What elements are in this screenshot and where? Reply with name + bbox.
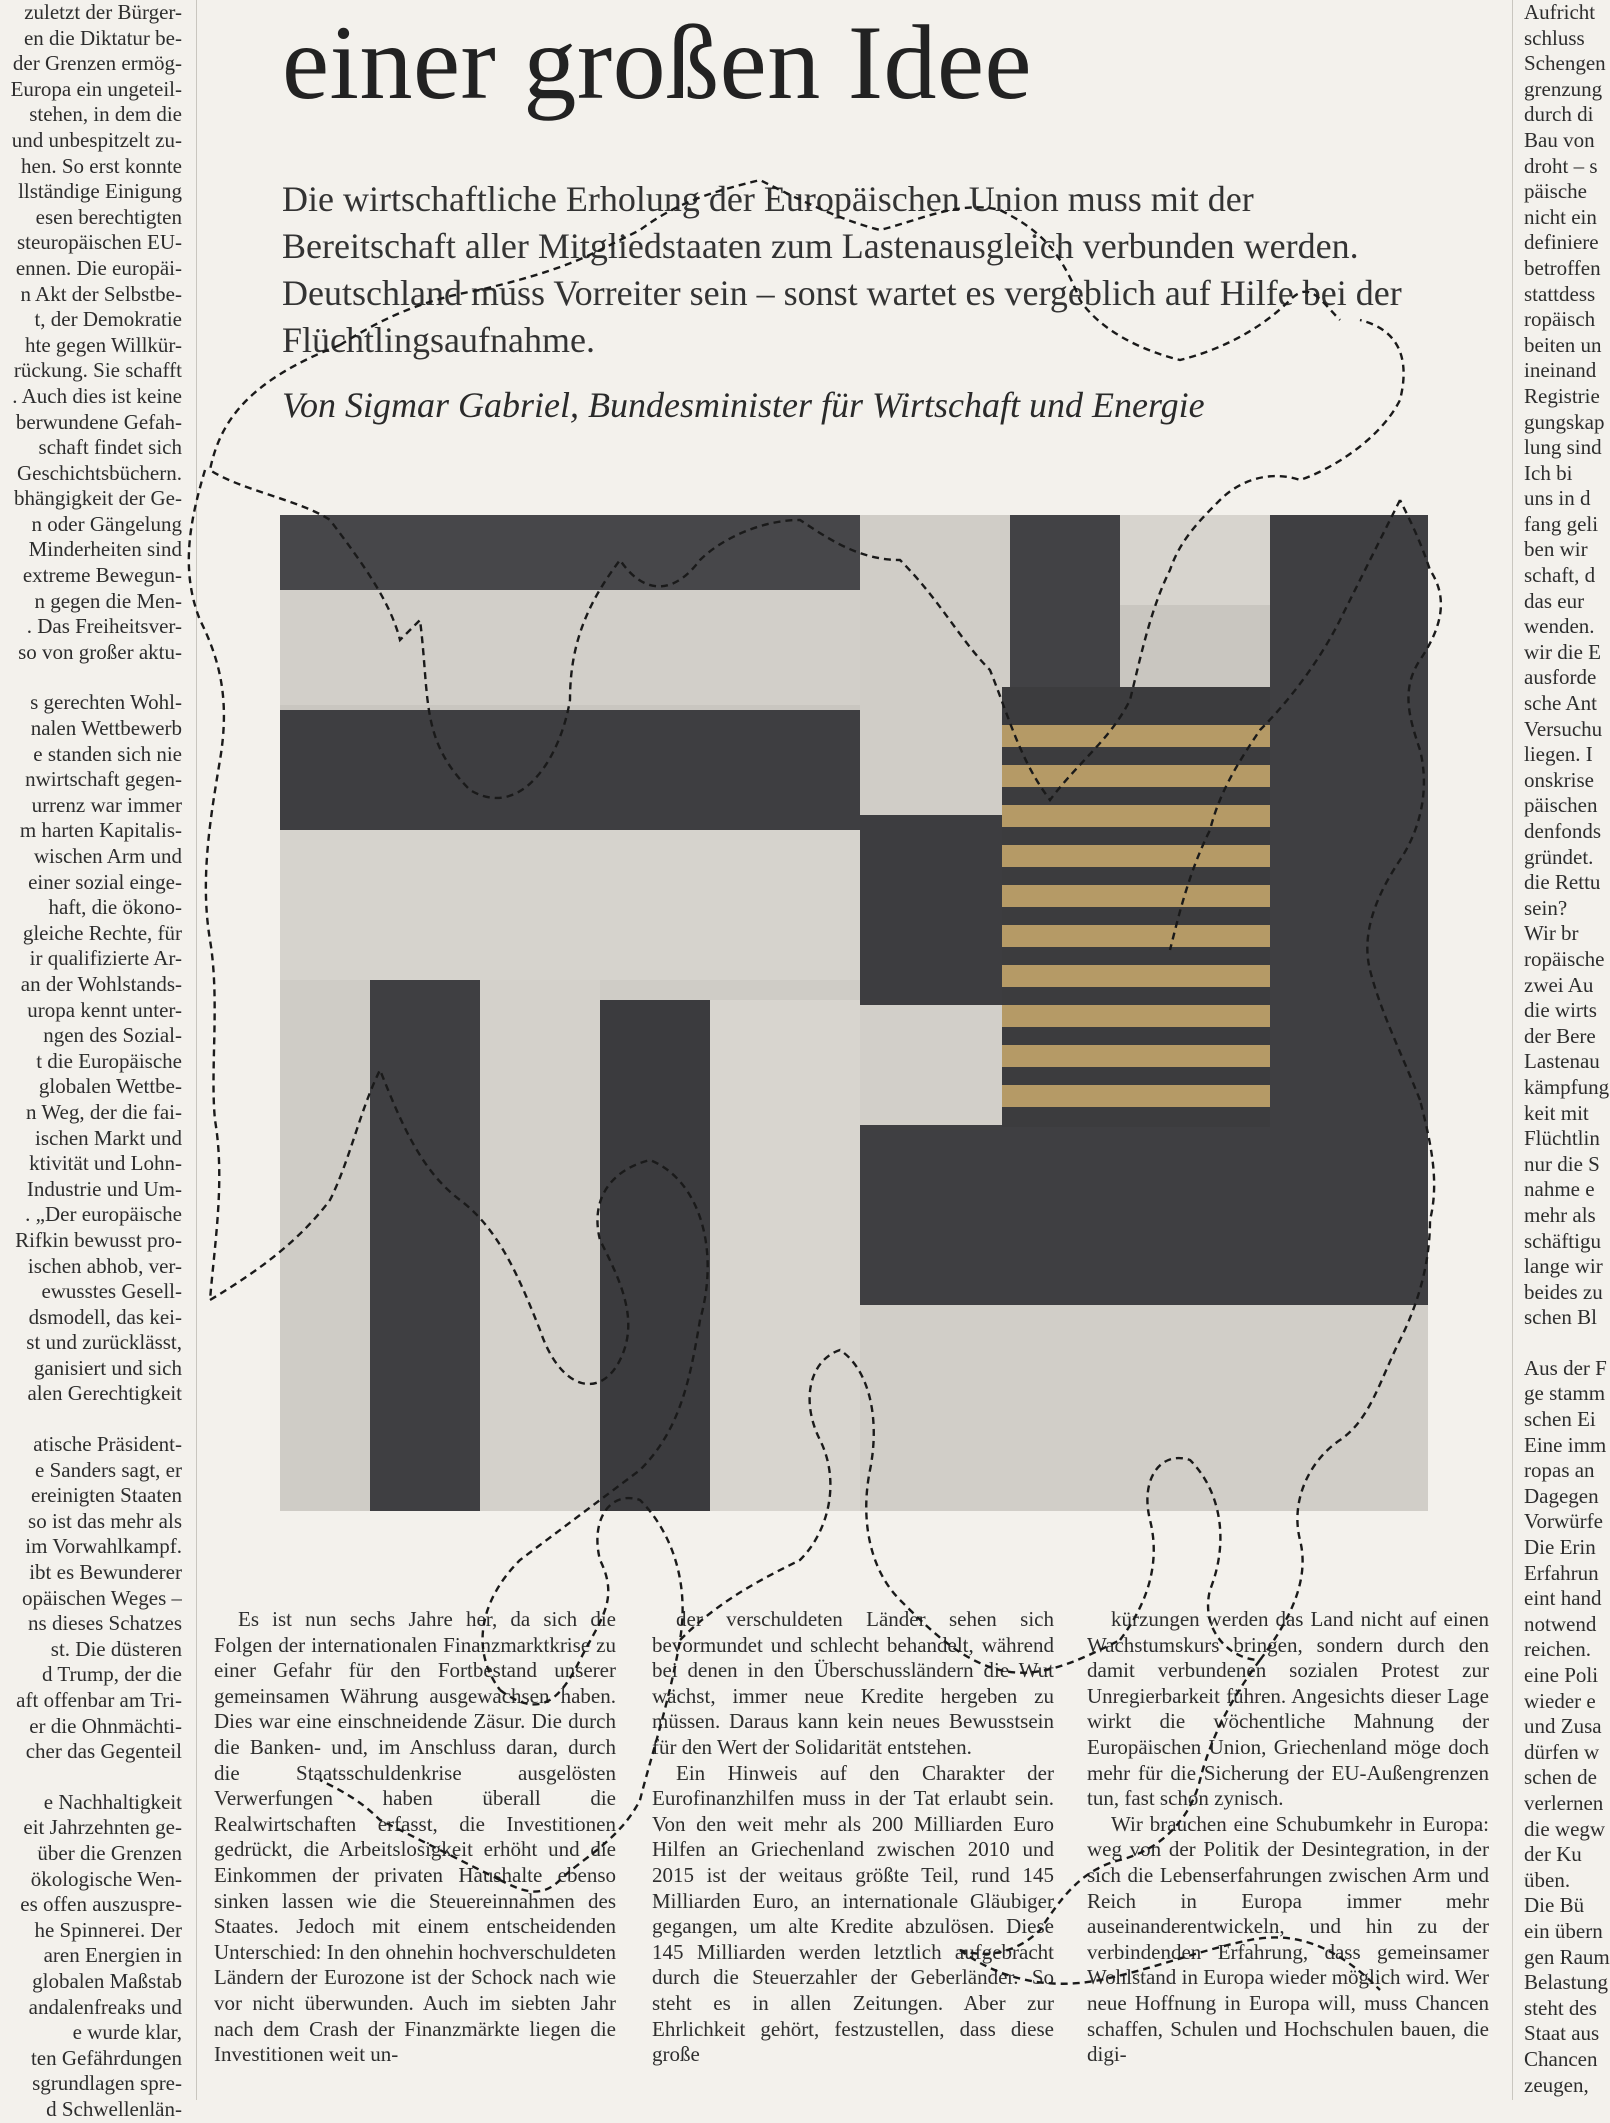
text-line: das eur: [1524, 588, 1585, 613]
text-line: nicht ein: [1524, 204, 1597, 229]
text-line: globalen Wettbe-: [38, 1074, 182, 1099]
text-line: droht – s: [1524, 153, 1598, 178]
text-line: zuletzt der Bürger-: [24, 0, 182, 24]
text-line: esen berechtigten: [35, 204, 182, 229]
text-line: beides zu: [1524, 1279, 1603, 1304]
text-line: beiten un: [1524, 332, 1602, 357]
text-line: stattdess: [1524, 281, 1596, 306]
text-line: zwei Au: [1524, 972, 1594, 997]
text-line: haft, die ökono-: [48, 895, 182, 920]
text-line: uns in d: [1524, 486, 1591, 511]
text-line: ns dieses Schatzes: [28, 1611, 182, 1636]
text-line: nalen Wettbewerb: [30, 716, 182, 741]
text-line: t die Europäische: [36, 1048, 182, 1073]
text-line: ge stamm: [1524, 1381, 1606, 1406]
text-line: en die Diktatur be-: [23, 25, 182, 50]
text-line: globalen Maßstab: [32, 1968, 182, 1993]
text-line: ben wir: [1524, 537, 1588, 562]
text-line: andalenfreaks und: [28, 1994, 182, 2019]
text-line: an der Wohlstands-: [20, 971, 182, 996]
text-line: llständige Einigung: [18, 179, 182, 204]
text-line: [1524, 1331, 1610, 1356]
text-line: ein übern: [1524, 1918, 1603, 1943]
text-line: Registrie: [1524, 383, 1600, 408]
text-line: und unbespitzelt zu-: [11, 127, 182, 152]
text-line: päische: [1524, 179, 1587, 204]
text-line: Schengen: [1524, 51, 1606, 76]
text-line: aft offenbar am Tri-: [16, 1688, 182, 1712]
column-rule-left: [196, 0, 197, 2100]
text-line: eint hand: [1524, 1586, 1602, 1611]
text-line: opäischen Weges –: [21, 1585, 182, 1610]
text-line: schen Ei: [1524, 1407, 1596, 1432]
text-line: fang geli: [1524, 511, 1599, 536]
text-line: gleiche Rechte, für: [22, 920, 182, 945]
text-line: onskrise: [1524, 767, 1594, 792]
text-line: [0, 665, 182, 690]
right-adjacent-article-column: [1524, 0, 1610, 2098]
text-line: Versuchu: [1524, 716, 1603, 741]
text-line: Wir br: [1524, 921, 1579, 946]
body-paragraph: kürzungen werden das Land nicht auf einen Wachstumskurs bringen, sondern durch den damit verbundenen sozialen Protest zur Unregierbarkeit führen. Angesichts dieser Lage wirkt die wöchentliche Mahnung der Europäischen Union, Griechenland möge doch mehr für die Sicherung der EU-Außengrenzen tun, fast schon zynisch.: [1087, 1607, 1489, 1811]
text-line: Aufricht: [1524, 0, 1596, 24]
text-line: Die Bü: [1524, 1893, 1585, 1918]
article-headline: einer großen Idee: [282, 4, 1033, 121]
text-line: aren Energien in: [43, 1943, 182, 1968]
text-line: gen Raum: [1524, 1944, 1610, 1969]
text-line: e Sanders sagt, er: [35, 1457, 182, 1482]
text-line: Flüchtlin: [1524, 1126, 1600, 1151]
text-line: Vorwürfe: [1524, 1509, 1603, 1534]
text-line: ökologische Wen-: [30, 1866, 182, 1891]
article-dek: Die wirtschaftliche Erholung der Europäischen Union muss mit der Bereitschaft aller Mitgliedstaaten zum Lastenausgleich verbunden werden. Deutschland muss Vorreiter sein – sonst wartet es vergeblich auf Hilfe bei der Flüchtlingsaufnahme.: [282, 179, 1402, 360]
text-line: schaft, d: [1524, 563, 1596, 588]
text-line: betroffen: [1524, 255, 1601, 280]
text-line: gungskap: [1524, 409, 1605, 434]
text-line: über die Grenzen: [37, 1840, 182, 1865]
text-line: berwundene Gefah-: [15, 409, 182, 434]
text-line: eit Jahrzehnten ge-: [23, 1815, 182, 1840]
text-line: grenzung: [1524, 76, 1603, 101]
text-line: so ist das mehr als: [28, 1508, 182, 1533]
text-line: definiere: [1524, 230, 1599, 255]
text-line: sche Ant: [1524, 691, 1597, 716]
text-line: ktivität und Lohn-: [29, 1151, 182, 1176]
text-line: ausforde: [1524, 665, 1597, 690]
text-line: ineinand: [1524, 358, 1597, 383]
text-line: die wegw: [1524, 1816, 1606, 1841]
text-line: schluss: [1524, 25, 1585, 50]
text-line: uropa kennt unter-: [27, 997, 182, 1022]
text-line: . Auch dies ist keine: [12, 383, 182, 408]
text-line: bhängigkeit der Ge-: [14, 486, 182, 511]
text-line: ir qualifizierte Ar-: [29, 946, 182, 971]
body-paragraph: Es ist nun sechs Jahre her, da sich die Folgen der internationalen Finanzmarktkrise zu einer Gefahr für den Fortbestand unserer gemeinsamen Währung ausgewachsen haben. Dies war eine einschneidende Zäsur. Die durch die Banken- und, im Anschluss daran, durch die Staatsschuldenkrise ausgelösten Verwerfungen haben überall die Realwirtschaften erfasst, die Investitionen gedrückt, die Arbeitslosigkeit erhöht und die Einkommen der privaten Haushalte ebenso sinken lassen wie die Steuereinnahmen des Staates. Jedoch mit einem entscheidenden Unterschied: In den ohnehin hochverschuldeten Ländern der Eurozone ist der Schock nach wie vor nicht überwunden. Auch im siebten Jahr nach dem Crash der Finanzmärkte liegen die Investitionen weit un-: [214, 1607, 616, 2067]
text-line: und Zusa: [1524, 1714, 1602, 1739]
text-line: Erfahrun: [1524, 1560, 1599, 1585]
text-line: mehr als: [1524, 1202, 1596, 1227]
text-line: verlernen: [1524, 1790, 1604, 1815]
text-line: päischen: [1524, 793, 1598, 818]
text-line: Dagegen: [1524, 1483, 1599, 1508]
text-line: nwirtschaft gegen-: [25, 767, 182, 792]
text-line: Bau von: [1524, 127, 1595, 152]
text-line: notwend: [1524, 1611, 1597, 1636]
text-line: durch di: [1524, 102, 1594, 127]
text-line: steuropäischen EU-: [16, 230, 182, 255]
text-line: atische Präsident-: [33, 1432, 182, 1457]
text-line: der Ku: [1524, 1842, 1582, 1867]
text-line: cher das Gegenteil: [25, 1739, 182, 1764]
text-line: Lastenau: [1524, 1049, 1600, 1074]
text-line: dürfen w: [1524, 1739, 1600, 1764]
text-line: [0, 1765, 182, 1790]
text-line: sgrundlagen spre-: [32, 2071, 182, 2096]
text-line: s gerechten Wohl-: [30, 690, 182, 715]
body-paragraph: Wir brauchen eine Schubumkehr in Europa: weg von der Politik der Desintegration, in der sich die Lebenserfahrungen zwischen Arm und Reich in Europa immer mehr auseinanderentwickeln, und hin zu der verbindenden Erfahrung, dass gemeinsamer Wohlstand in Europa wieder möglich wird. Wer neue Hoffnung in Europa will, muss Chancen schaffen, Schulen und Hochschulen bauen, die digi-: [1087, 1811, 1489, 2067]
text-line: stehen, in dem die: [29, 102, 182, 127]
text-line: steht des: [1524, 1995, 1597, 2020]
text-line: üben.: [1524, 1867, 1571, 1892]
text-line: ennen. Die europäi-: [15, 255, 182, 280]
text-line: Eine imm: [1524, 1432, 1607, 1457]
text-line: so von großer aktu-: [18, 639, 182, 664]
text-line: wenden.: [1524, 614, 1595, 639]
text-line: ischen abhob, ver-: [27, 1253, 182, 1278]
text-line: kämpfung: [1524, 1074, 1610, 1099]
text-line: ischen Markt und: [35, 1125, 182, 1150]
text-line: eine Poli: [1524, 1663, 1599, 1687]
text-line: Belastung: [1524, 1970, 1608, 1995]
body-column-3: [1087, 1607, 1489, 2068]
text-line: ngen des Sozial-: [43, 1023, 182, 1048]
text-line: reichen.: [1524, 1637, 1592, 1662]
text-line: hte gegen Willkür-: [25, 332, 182, 357]
text-line: lange wir: [1524, 1254, 1603, 1279]
text-line: wieder e: [1524, 1688, 1596, 1713]
text-line: die wirts: [1524, 998, 1597, 1023]
text-line: n gegen die Men-: [34, 588, 182, 613]
text-line: Europa ein ungeteil-: [10, 76, 182, 101]
text-line: n oder Gängelung: [31, 511, 182, 536]
text-line: einer sozial einge-: [28, 869, 182, 894]
text-line: schen Bl: [1524, 1305, 1597, 1330]
text-line: sein?: [1524, 895, 1568, 920]
text-line: die Rettu: [1524, 870, 1601, 895]
column-rule-right: [1512, 0, 1513, 2100]
text-line: wir die E: [1524, 639, 1601, 664]
text-line: Die Erin: [1524, 1535, 1596, 1560]
text-line: e wurde klar,: [72, 2020, 182, 2045]
text-line: liegen. I: [1524, 742, 1593, 767]
body-paragraph: Ein Hinweis auf den Charakter der Eurofinanzhilfen muss in der Tat erlaubt sein. Von den weit mehr als 200 Milliarden Euro Hilfen an Griechenland zwischen 2010 und 2015 ist der weitaus größte Teil, rund 145 Milliarden Euro, an internationale Gläubiger gegangen, um alte Kredite abzulösen. Diese 145 Milliarden werden letztlich aufgebracht durch die Steuerzahler der Geberländer. So steht es in allen Zeitungen. Aber zur Ehrlichkeit gehört, festzustellen, dass diese große: [652, 1760, 1054, 2067]
text-line: st und zurücklässt,: [26, 1330, 182, 1355]
text-line: Ich bi: [1524, 460, 1573, 485]
text-line: denfonds: [1524, 819, 1601, 843]
text-line: n Weg, der die fai-: [26, 1099, 182, 1124]
text-line: ropäisch: [1524, 307, 1596, 332]
text-line: ewusstes Gesell-: [41, 1279, 182, 1304]
text-line: . Das Freiheitsver-: [26, 614, 182, 639]
text-line: lung sind: [1524, 435, 1602, 460]
abstract-stripes-painting: [280, 515, 1428, 1511]
text-line: gründet.: [1524, 844, 1594, 869]
text-line: nur die S: [1524, 1151, 1600, 1176]
text-line: im Vorwahlkampf.: [25, 1534, 182, 1559]
text-line: Chancen: [1524, 2046, 1598, 2071]
text-line: Geschichtsbüchern.: [16, 460, 182, 485]
text-line: keit mit: [1524, 1100, 1589, 1125]
text-line: ereinigten Staaten: [30, 1483, 182, 1508]
body-paragraph: der verschuldeten Länder sehen sich bevormundet und schlecht behandelt, während bei denen in den Überschussländern die Wut wächst, immer neue Kredite hergeben zu müssen. Daraus kann kein neues Bewusstsein für den Wert der Solidarität entstehen.: [652, 1607, 1054, 1759]
text-line: e standen sich nie: [33, 741, 182, 766]
text-line: t, der Demokratie: [34, 307, 182, 332]
text-line: alen Gerechtigkeit: [27, 1381, 182, 1406]
text-line: ganisiert und sich: [33, 1355, 182, 1380]
text-line: Rifkin bewusst pro-: [15, 1227, 182, 1252]
text-line: er die Ohnmächti-: [29, 1713, 182, 1738]
text-line: der Bere: [1524, 1023, 1596, 1048]
text-line: extreme Bewegun-: [22, 563, 182, 588]
text-line: st. Die düsteren: [50, 1636, 182, 1661]
text-line: ropas an: [1524, 1458, 1595, 1483]
text-line: urrenz war immer: [31, 792, 182, 817]
text-line: [0, 1407, 182, 1432]
text-line: zeugen,: [1524, 2072, 1589, 2097]
text-line: ibt es Bewunderer: [29, 1560, 182, 1585]
body-column-2: [652, 1607, 1054, 2068]
text-line: Minderheiten sind: [28, 537, 182, 562]
text-line: Staat aus: [1524, 2021, 1600, 2046]
text-line: . „Der europäische: [25, 1202, 182, 1227]
text-line: schen de: [1524, 1765, 1597, 1790]
text-line: schaft findet sich: [38, 435, 182, 460]
article-byline: Von Sigmar Gabriel, Bundesminister für Wirtschaft und Energie: [282, 385, 1205, 425]
text-line: d Trump, der die: [41, 1662, 182, 1687]
text-line: Industrie und Um-: [26, 1176, 182, 1201]
text-line: d Schwellenlän-: [46, 2096, 182, 2121]
text-line: der Grenzen ermög-: [12, 51, 182, 76]
text-line: dsmodell, das kei-: [28, 1304, 182, 1329]
text-line: schäftigu: [1524, 1228, 1601, 1253]
text-line: Aus der F: [1524, 1355, 1607, 1380]
text-line: hen. So erst konnte: [21, 153, 182, 178]
text-line: wischen Arm und: [33, 844, 182, 868]
text-line: m harten Kapitalis-: [19, 818, 182, 843]
text-line: he Spinnerei. Der: [34, 1917, 182, 1942]
left-adjacent-article-column: [0, 0, 182, 2123]
text-line: es offen auszuspre-: [20, 1892, 182, 1917]
text-line: e Nachhaltigkeit: [43, 1789, 182, 1814]
text-line: rückung. Sie schafft: [13, 358, 182, 383]
text-line: ten Gefährdungen: [30, 2045, 182, 2070]
text-line: ropäische: [1524, 946, 1605, 971]
text-line: nahme e: [1524, 1177, 1595, 1202]
text-line: n Akt der Selbstbe-: [20, 281, 182, 306]
body-column-1: [214, 1607, 616, 2068]
